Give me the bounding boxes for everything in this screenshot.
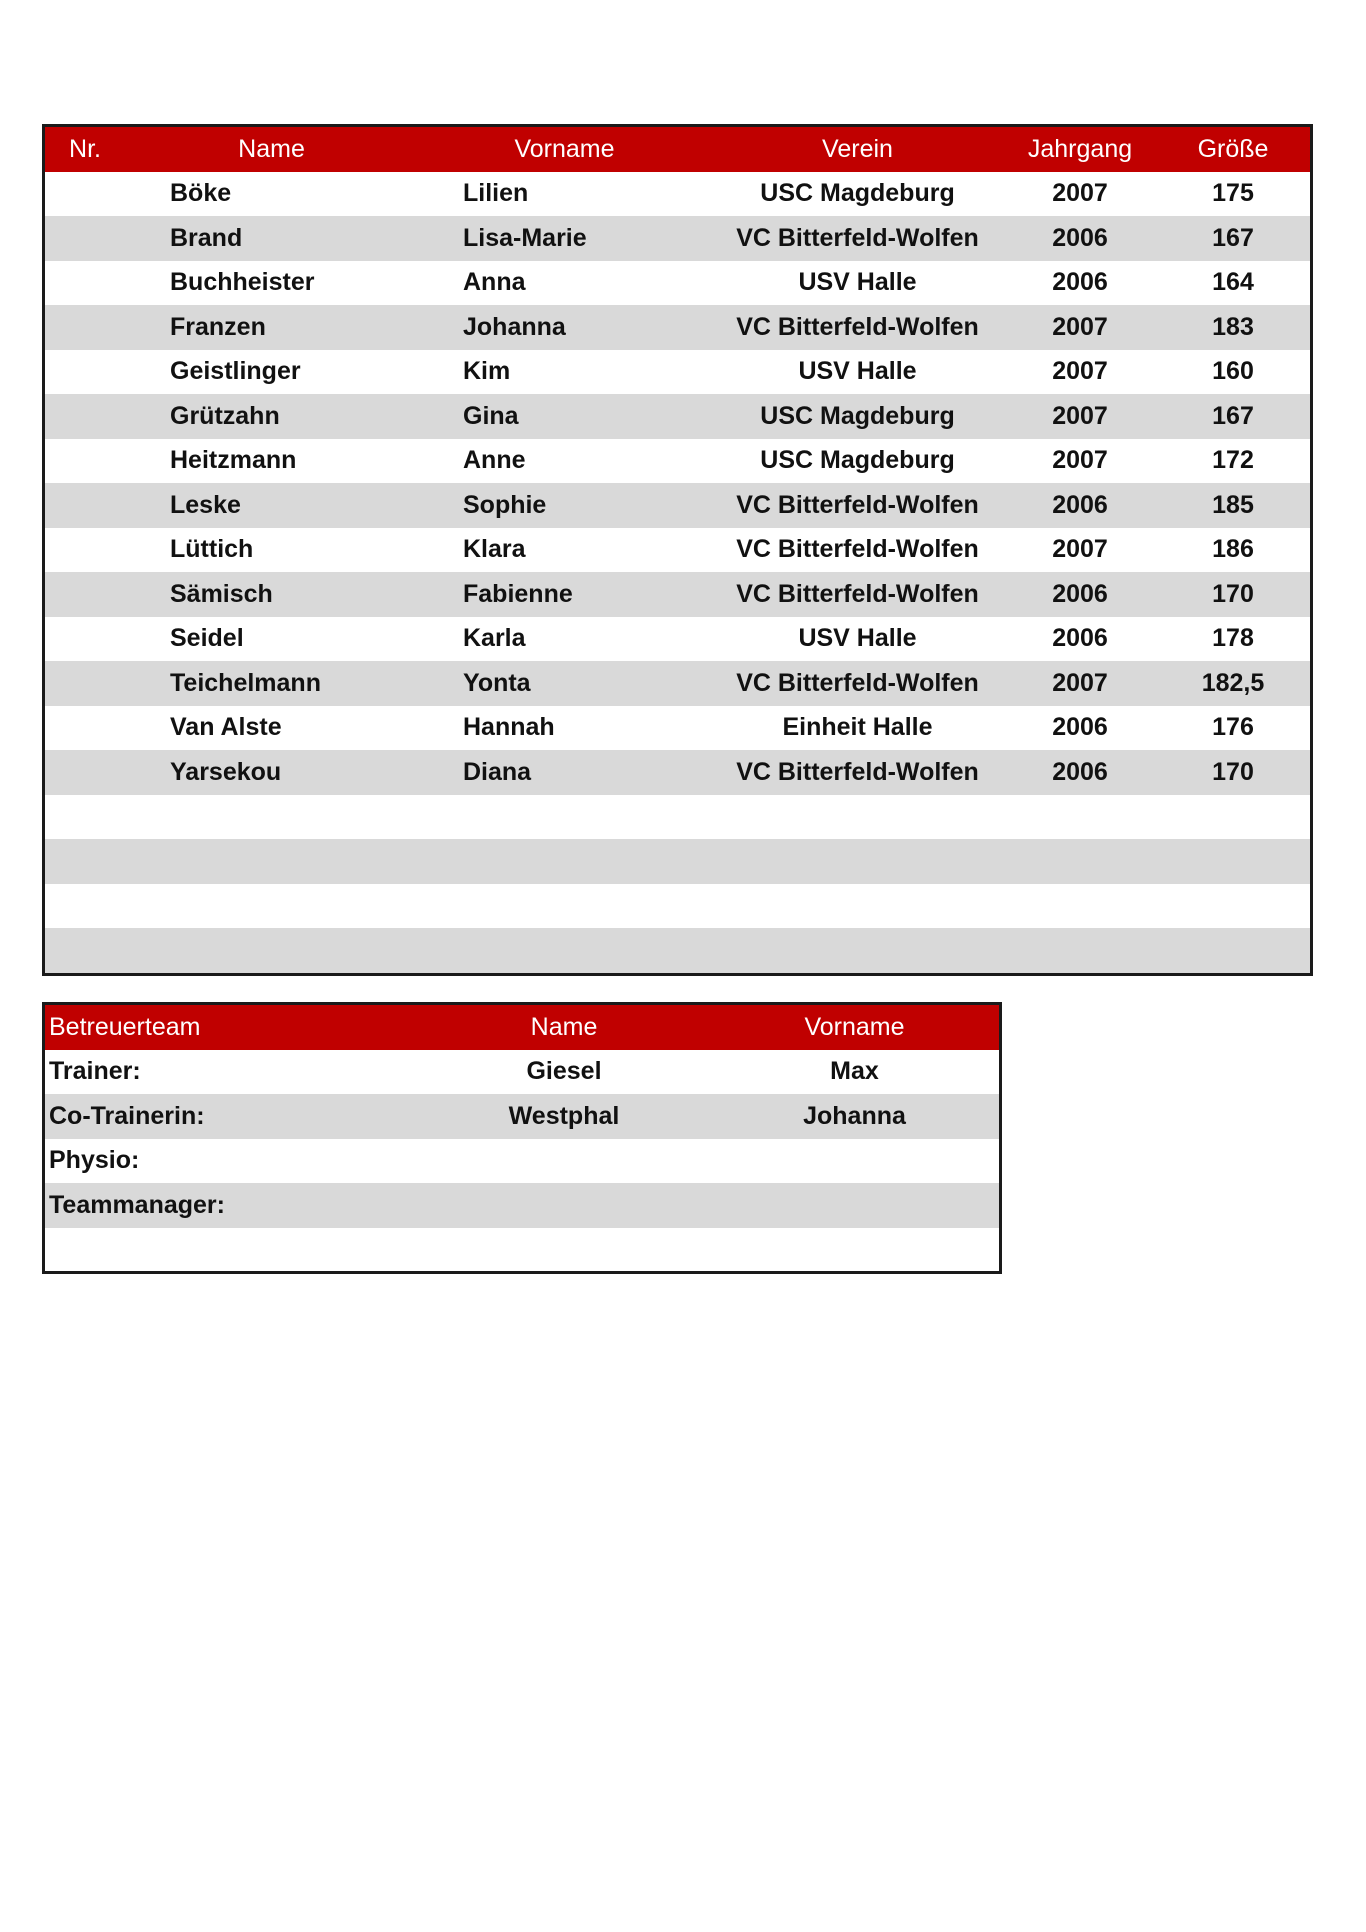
- cell-name: Brand: [170, 223, 243, 252]
- table-row: [45, 483, 1310, 528]
- header-name: Name: [238, 134, 305, 163]
- cell-verein: USV Halle: [798, 268, 917, 297]
- cell-groesse: 167: [1212, 223, 1254, 252]
- table-row: [45, 706, 1310, 751]
- table-row: [45, 261, 1310, 306]
- cell-verein: VC Bitterfeld-Wolfen: [736, 490, 979, 519]
- cell-groesse: 170: [1212, 757, 1254, 786]
- cell-jahrgang: 2006: [1052, 579, 1108, 608]
- cell-name: Van Alste: [170, 713, 282, 742]
- cell-name: Franzen: [170, 312, 266, 341]
- table-row: [45, 839, 1310, 884]
- cell-name: Teichelmann: [170, 668, 321, 697]
- staff-table: [42, 1002, 1002, 1274]
- cell-groesse: 170: [1212, 579, 1254, 608]
- cell-vorname: Lisa-Marie: [463, 223, 587, 252]
- cell-name: Heitzmann: [170, 446, 297, 475]
- table-row: [45, 928, 1310, 973]
- cell-jahrgang: 2007: [1052, 535, 1108, 564]
- cell-vorname: Kim: [463, 357, 511, 386]
- cell-role: Physio:: [49, 1146, 140, 1175]
- cell-jahrgang: 2006: [1052, 624, 1108, 653]
- table-row: [45, 305, 1310, 350]
- header-vorname: Vorname: [514, 134, 615, 163]
- cell-staff-name: Westphal: [508, 1101, 620, 1130]
- cell-groesse: 160: [1212, 357, 1254, 386]
- cell-groesse: 183: [1212, 312, 1254, 341]
- cell-verein: VC Bitterfeld-Wolfen: [736, 579, 979, 608]
- cell-jahrgang: 2006: [1052, 490, 1108, 519]
- staff-body: [45, 1050, 999, 1273]
- cell-jahrgang: 2006: [1052, 757, 1108, 786]
- cell-vorname: Klara: [463, 535, 526, 564]
- cell-jahrgang: 2006: [1052, 713, 1108, 742]
- cell-groesse: 167: [1212, 401, 1254, 430]
- cell-jahrgang: 2007: [1052, 668, 1108, 697]
- cell-vorname: Lilien: [463, 179, 529, 208]
- cell-name: Leske: [170, 490, 241, 519]
- cell-verein: USC Magdeburg: [760, 446, 955, 475]
- staff-row: [45, 1050, 999, 1095]
- cell-jahrgang: 2007: [1052, 312, 1108, 341]
- cell-role: Teammanager:: [49, 1190, 225, 1219]
- cell-name: Yarsekou: [170, 757, 282, 786]
- staff-row: [45, 1139, 999, 1184]
- cell-groesse: 176: [1212, 713, 1254, 742]
- table-row: [45, 528, 1310, 573]
- table-row: [45, 617, 1310, 662]
- cell-groesse: 175: [1212, 179, 1254, 208]
- cell-groesse: 182,5: [1201, 668, 1265, 697]
- cell-verein: USC Magdeburg: [760, 401, 955, 430]
- cell-role: Trainer:: [49, 1057, 141, 1086]
- roster-header-row: [45, 127, 1310, 172]
- cell-vorname: Gina: [463, 401, 519, 430]
- cell-verein: VC Bitterfeld-Wolfen: [736, 535, 979, 564]
- cell-verein: VC Bitterfeld-Wolfen: [736, 757, 979, 786]
- header-nr: Nr.: [69, 134, 101, 163]
- cell-groesse: 172: [1212, 446, 1254, 475]
- cell-vorname: Karla: [463, 624, 526, 653]
- table-row: [45, 884, 1310, 929]
- cell-verein: USC Magdeburg: [760, 179, 955, 208]
- cell-groesse: 186: [1212, 535, 1254, 564]
- table-row: [45, 216, 1310, 261]
- cell-jahrgang: 2007: [1052, 446, 1108, 475]
- cell-verein: VC Bitterfeld-Wolfen: [736, 312, 979, 341]
- player-roster-table: [42, 124, 1313, 976]
- cell-vorname: Johanna: [463, 312, 566, 341]
- header-staff-vorname: Vorname: [804, 1012, 905, 1041]
- cell-jahrgang: 2006: [1052, 223, 1108, 252]
- cell-vorname: Diana: [463, 757, 532, 786]
- cell-name: Lüttich: [170, 535, 254, 564]
- header-betreuerteam: Betreuerteam: [49, 1012, 201, 1041]
- cell-jahrgang: 2007: [1052, 401, 1108, 430]
- cell-name: Grützahn: [170, 401, 280, 430]
- table-row: [45, 795, 1310, 840]
- cell-name: Böke: [170, 179, 232, 208]
- staff-header-row: [45, 1005, 999, 1050]
- cell-staff-name: Giesel: [526, 1057, 602, 1086]
- header-staff-name: Name: [530, 1012, 598, 1041]
- table-row: [45, 750, 1310, 795]
- staff-row: [45, 1183, 999, 1228]
- cell-verein: Einheit Halle: [782, 713, 933, 742]
- cell-staff-vorname: Johanna: [803, 1101, 906, 1130]
- cell-staff-vorname: Max: [830, 1057, 879, 1086]
- header-groesse: Größe: [1197, 134, 1269, 163]
- cell-vorname: Sophie: [463, 490, 547, 519]
- cell-jahrgang: 2006: [1052, 268, 1108, 297]
- cell-vorname: Hannah: [463, 713, 555, 742]
- cell-role: Co-Trainerin:: [49, 1101, 205, 1130]
- cell-name: Geistlinger: [170, 357, 301, 386]
- cell-jahrgang: 2007: [1052, 357, 1108, 386]
- cell-vorname: Yonta: [463, 668, 531, 697]
- cell-verein: USV Halle: [798, 624, 917, 653]
- cell-name: Buchheister: [170, 268, 315, 297]
- cell-name: Sämisch: [170, 579, 273, 608]
- cell-vorname: Anna: [463, 268, 526, 297]
- cell-verein: USV Halle: [798, 357, 917, 386]
- cell-groesse: 164: [1212, 268, 1254, 297]
- staff-row: [45, 1094, 999, 1139]
- cell-groesse: 185: [1212, 490, 1254, 519]
- table-row: [45, 394, 1310, 439]
- header-jahrgang: Jahrgang: [1027, 134, 1133, 163]
- table-row: [45, 439, 1310, 484]
- roster-body: [45, 172, 1310, 973]
- cell-groesse: 178: [1212, 624, 1254, 653]
- table-row: [45, 350, 1310, 395]
- cell-vorname: Anne: [463, 446, 526, 475]
- cell-jahrgang: 2007: [1052, 179, 1108, 208]
- cell-verein: VC Bitterfeld-Wolfen: [736, 668, 979, 697]
- staff-row: [45, 1228, 999, 1273]
- table-row: [45, 661, 1310, 706]
- cell-vorname: Fabienne: [463, 579, 573, 608]
- cell-name: Seidel: [170, 624, 244, 653]
- table-row: [45, 172, 1310, 217]
- header-verein: Verein: [822, 134, 893, 163]
- table-row: [45, 572, 1310, 617]
- cell-verein: VC Bitterfeld-Wolfen: [736, 223, 979, 252]
